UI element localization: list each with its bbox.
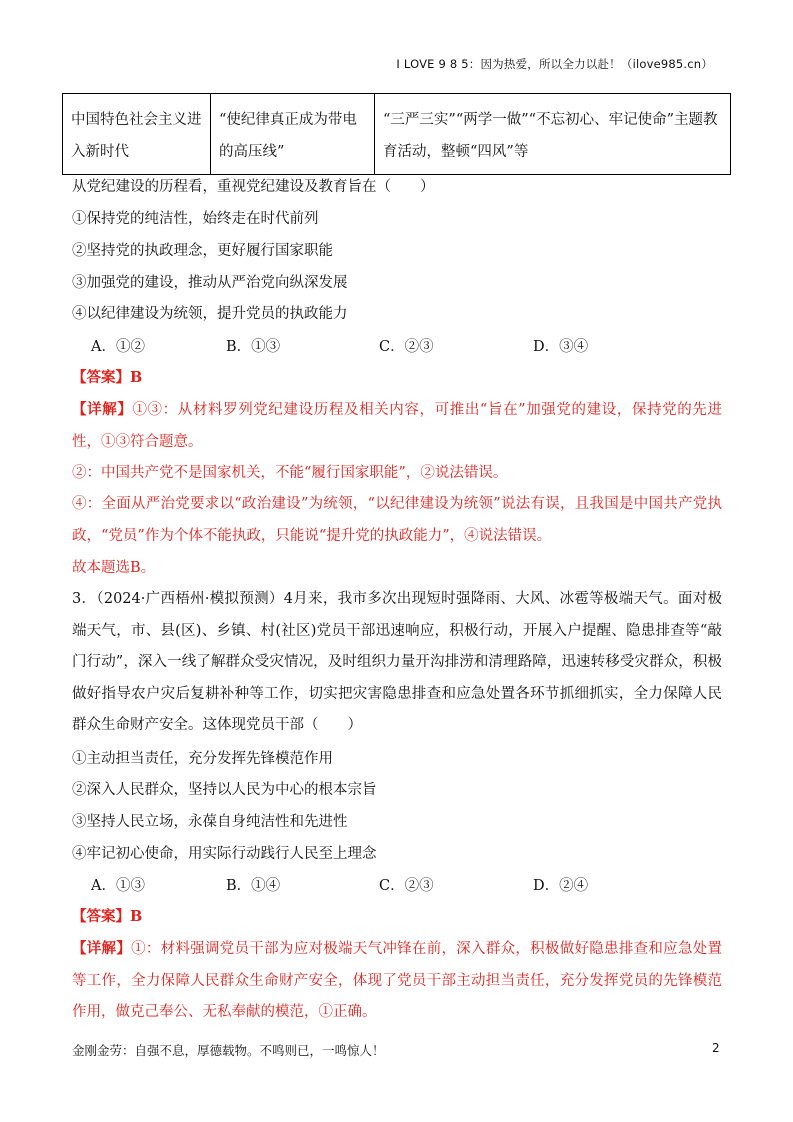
statement-item: ④以纪律建设为统领，提升党员的执政能力 — [72, 306, 348, 322]
explanation-label: 【详解】 — [72, 401, 133, 418]
option-d: D．③④ — [533, 339, 589, 355]
option-d: D．②④ — [533, 878, 589, 894]
table-cell-slogan: “使纪律真正成为带电的高压线” — [211, 94, 375, 175]
explanation-label: 【详解】 — [72, 940, 132, 957]
explanation-block — [72, 933, 722, 1029]
option-c: C．②③ — [379, 339, 434, 355]
option-b: B．①③ — [226, 339, 281, 355]
explanation-block — [72, 394, 722, 458]
option-b: B．①④ — [226, 878, 281, 894]
statement-item: ②坚持党的执政理念，更好履行国家职能 — [72, 243, 333, 259]
page-number: 2 — [712, 1041, 720, 1055]
conclusion-text: 故本题选B。 — [72, 560, 156, 576]
material-table — [62, 93, 731, 175]
table-cell-period: 中国特色社会主义进入新时代 — [63, 94, 211, 175]
explanation-text: ①③：从材料罗列党纪建设历程及相关内容，可推出“旨在”加强党的建设，保持党的先进性，①③符合题意。 — [72, 402, 722, 450]
page-header: I LOVE 9 8 5：因为热爱，所以全力以赴！（ilove985.cn） — [396, 57, 713, 71]
option-c: C．②③ — [379, 878, 434, 894]
statement-item: ③坚持人民立场，永葆自身纯洁性和先进性 — [72, 814, 348, 830]
explanation-text: ④：全面从严治党要求以“政治建设”为统领，“以纪律建设为统领”说法有误，且我国是中国共产党执政，“党员”作为个体不能执政，只能说“提升党的执政能力”，④说法错误。 — [72, 496, 722, 544]
explanation-text: ②：中国共产党不是国家机关，不能“履行国家职能”，②说法错误。 — [72, 465, 508, 481]
page-footer: 金刚金劳：自强不息，厚德载物。不鸣则已，一鸣惊人！ — [72, 1043, 385, 1058]
question-stem: 从党纪建设的历程看，重视党纪建设及教育旨在（ ） — [72, 179, 435, 195]
statement-item: ①保持党的纯洁性，始终走在时代前列 — [72, 211, 319, 227]
statement-item: ①主动担当责任，充分发挥先锋模范作用 — [72, 751, 333, 767]
question-stem: 3．（2024·广西梧州·模拟预测）4月来，我市多次出现短时强降雨、大风、冰雹等极端天气。面对极端天气，市、县(区)、乡镇、村(社区)党员干部迅速响应，积极行动，开展入户提醒、隐患排查等“敲门行动”，深入一线了解群众受灾情况，及时组织力量开沟排涝和清理路障，迅速转移受灾群众，积极做好指导农户灾后复耕补种等工作，切实把灾害隐患排查和应急处置各环节抓细抓实，全力保障人民群众生命财产安全。这体现党员干部（ ） — [72, 591, 722, 733]
table-row — [63, 94, 731, 175]
explanation-text: ①：材料强调党员干部为应对极端天气冲锋在前，深入群众，积极做好隐患排查和应急处置等工作，全力保障人民群众生命财产安全，体现了党员干部主动担当责任，充分发挥党员的先锋模范作用，做克己奉公、无私奉献的模范，①正确。 — [72, 941, 723, 1020]
option-a: A．①③ — [91, 878, 145, 894]
answer-label: 【答案】B — [72, 908, 143, 925]
table-cell-activities: “三严三实”“两学一做”“不忘初心、牢记使命”主题教育活动，整顿“四风”等 — [375, 94, 731, 175]
statement-item: ④牢记初心使命，用实际行动践行人民至上理念 — [72, 846, 377, 862]
answer-label: 【答案】B — [72, 369, 143, 386]
option-a: A．①② — [91, 339, 145, 355]
statement-item: ③加强党的建设，推动从严治党向纵深发展 — [72, 275, 348, 291]
statement-item: ②深入人民群众，坚持以人民为中心的根本宗旨 — [72, 782, 377, 798]
